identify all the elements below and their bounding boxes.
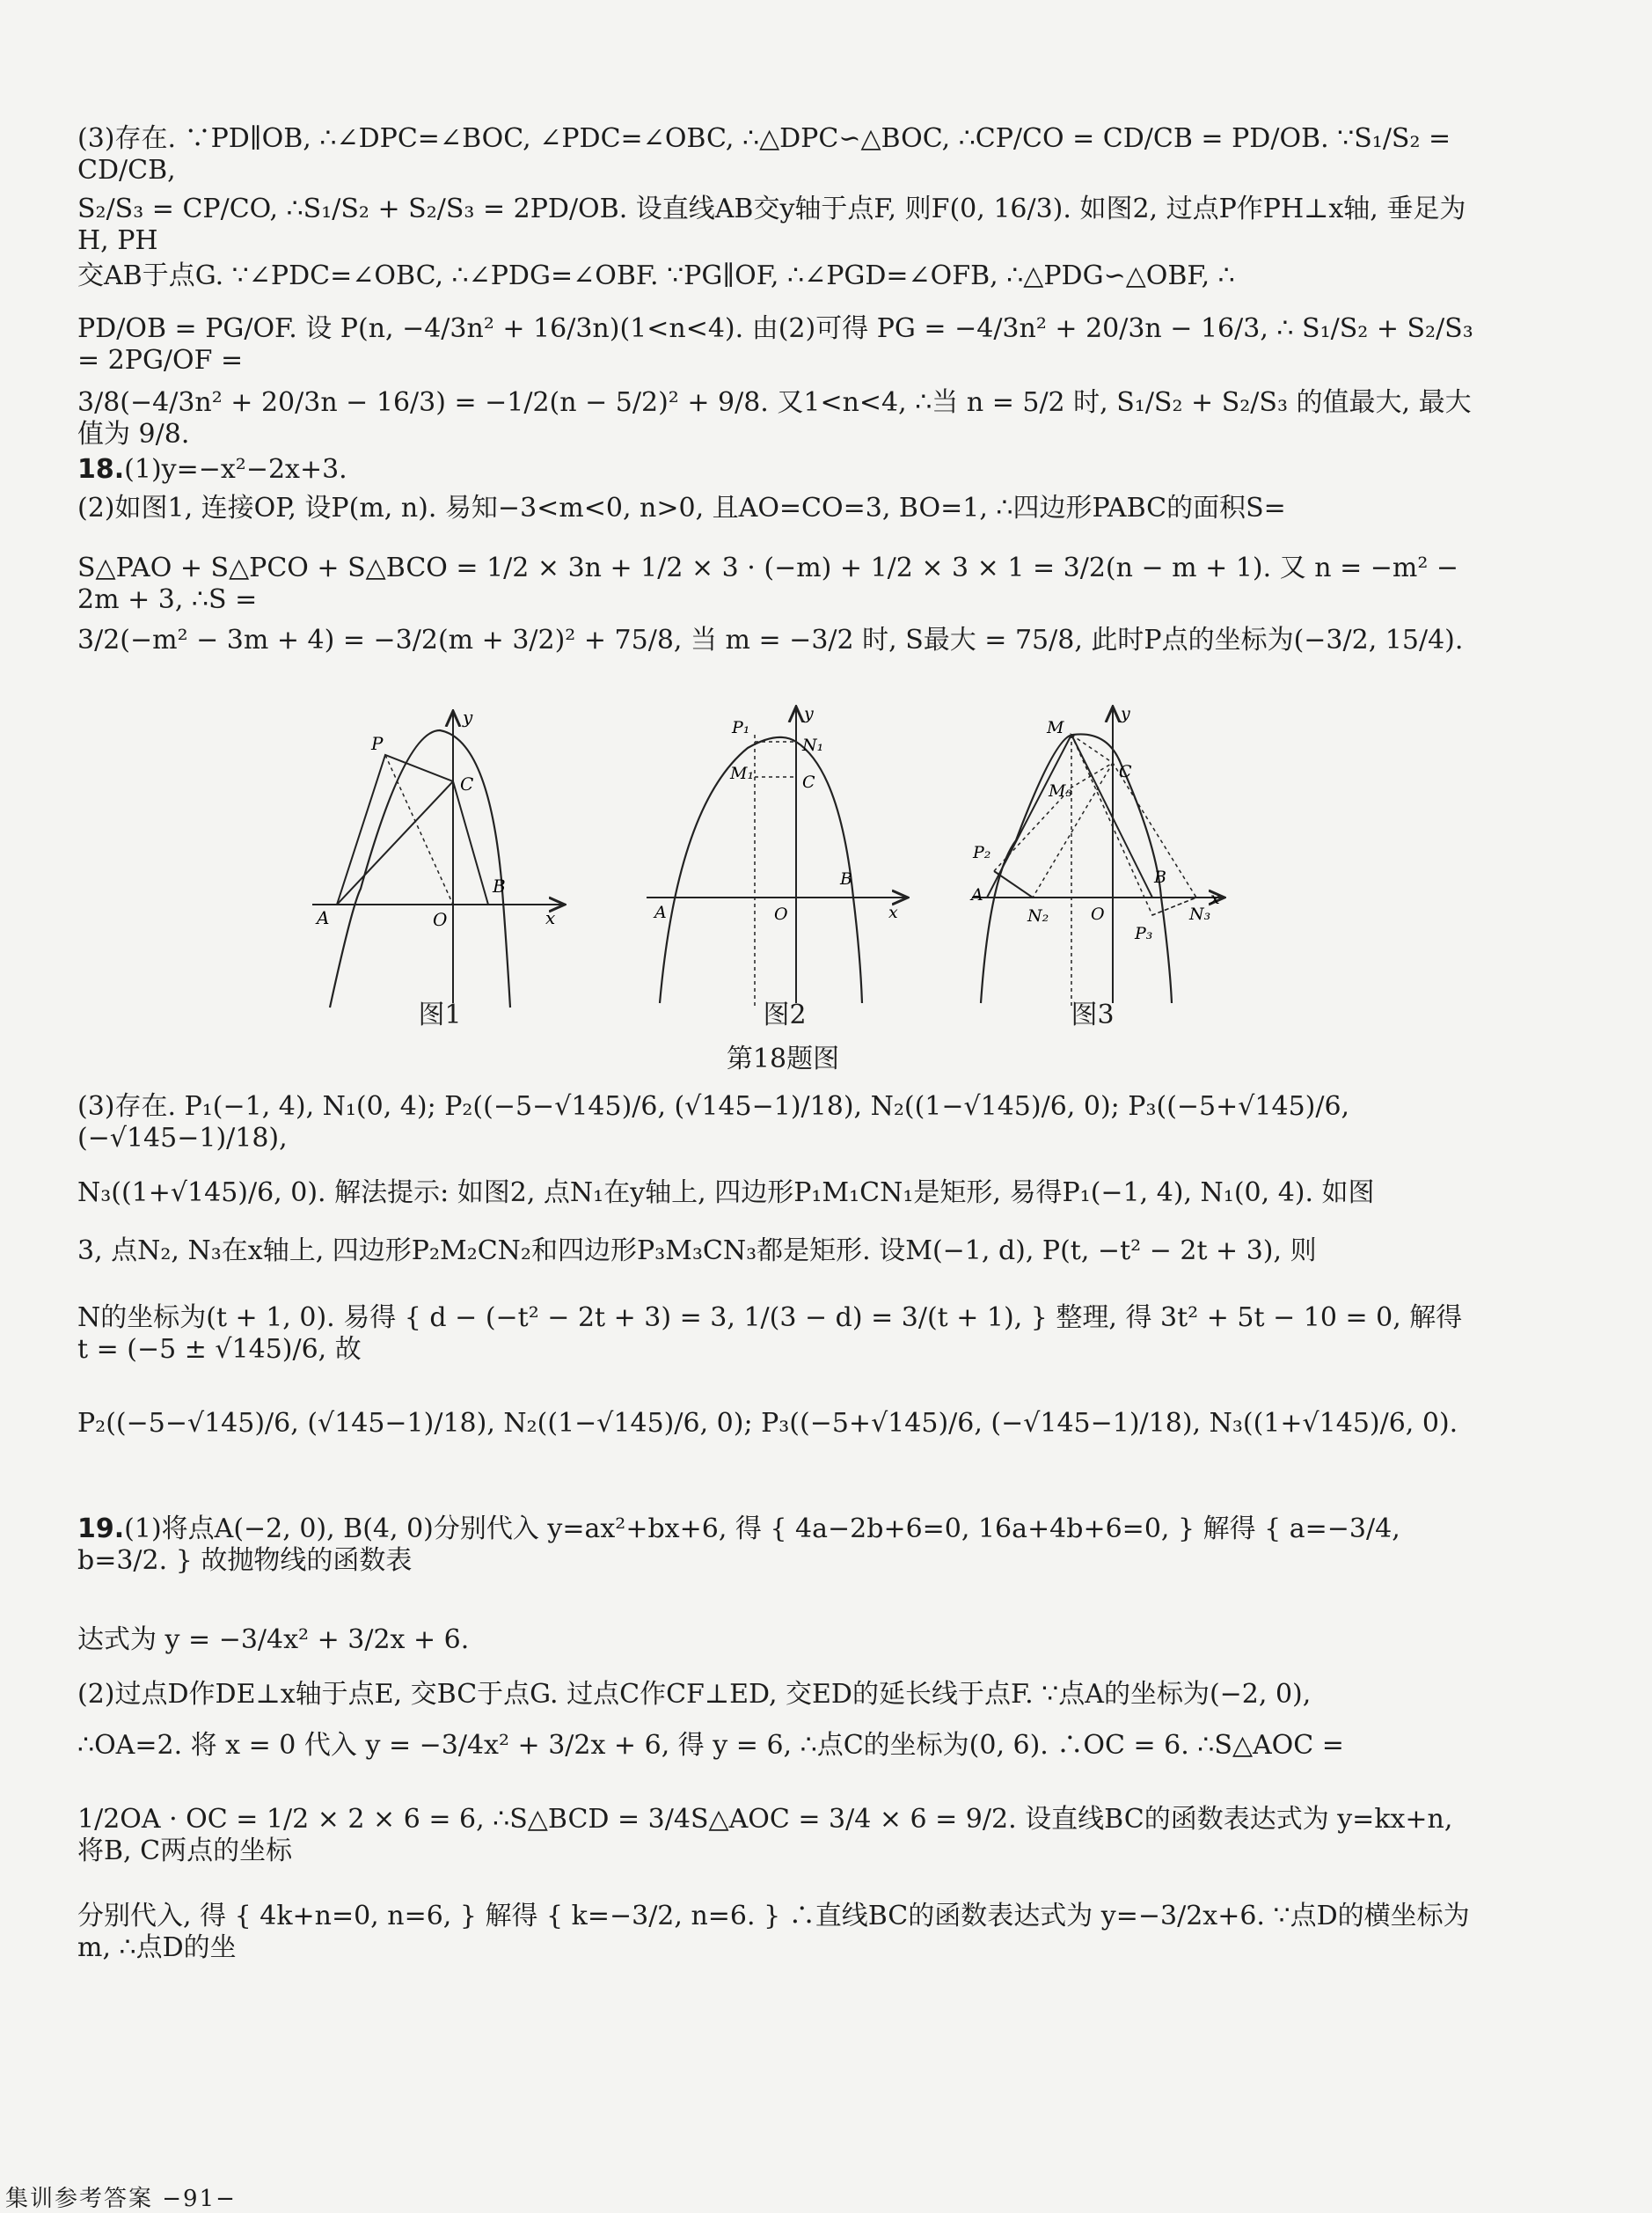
q19-part1-line-2: 达式为 y = −3/4x² + 3/2x + 6. (77, 1624, 470, 1655)
point-label-c: C (460, 773, 474, 795)
parabola (981, 734, 1172, 1003)
q18-part2-line-1: (2)如图1, 连接OP, 设P(m, n). 易知−3<m<0, n>0, 且AO=CO=3, BO=1, ∴四边形PABC的面积S= (77, 493, 1286, 524)
q17-line-3: 交AB于点G. ∵∠PDC=∠OBC, ∴∠PDG=∠OBF. ∵PG∥OF, ∴∠PGD=∠OFB, ∴△PDG∽△OBF, ∴ (77, 260, 1235, 291)
figure-group-caption: 第18题图 (726, 1044, 840, 1074)
point-label-n3: N₃ (1189, 905, 1211, 924)
rectangle-p3m3cn3 (1071, 735, 1196, 915)
q17-line-4: PD/OB = PG/OF. 设 P(n, −4/3n² + 16/3n)(1<n<4). 由(2)可得 PG = −4/3n² + 20/3n − 16/3, ∴ S₁/S₂ + S₂/S₃ = 2PG/OF = (77, 313, 1473, 376)
q19-part2-line-3: 1/2OA · OC = 1/2 × 2 × 6 = 6, ∴S△BCD = 3/4S△AOC = 3/4 × 6 = 9/2. 设直线BC的函数表达式为 y=kx+n, 将B, C两点的坐标 (77, 1804, 1453, 1866)
point-label-o: O (433, 909, 448, 930)
q18-part1-text: (1)y=−x²−2x+3. (124, 454, 347, 485)
q18-part3-line-4: N的坐标为(t + 1, 0). 易得 { d − (−t² − 2t + 3) = 3, 1/(3 − d) = 3/(t + 1), } 整理, 得 3t² + 5t − 10 = 0, 解得 t = (−5 ± √145)/6, 故 (77, 1302, 1463, 1365)
point-label-a: A (317, 907, 330, 928)
figure-1 (308, 704, 572, 1012)
q18-part3-line-1: (3)存在. P₁(−1, 4), N₁(0, 4); P₂((−5−√145)/6, (√145−1)/18), N₂((1−√145)/6, 0); P₃((−5+√145)/6, (−√145−1)/18), (77, 1091, 1350, 1154)
x-axis-label: x (545, 907, 556, 928)
q19-number: 19. (77, 1513, 125, 1544)
y-axis-label: y (1121, 704, 1130, 723)
segment-a-m (987, 735, 1071, 898)
point-label-n1: N₁ (802, 736, 824, 755)
point-label-b: B (1154, 868, 1166, 887)
parabola (330, 730, 510, 1008)
point-label-n2: N₂ (1027, 906, 1049, 926)
q18-part-1 (77, 454, 1476, 486)
q19-part2-line-2: ∴OA=2. 将 x = 0 代入 y = −3/4x² + 3/2x + 6, 得 y = 6, ∴点C的坐标为(0, 6). ∴OC = 6. ∴S△AOC = (77, 1730, 1344, 1761)
point-label-p1: P₁ (732, 718, 750, 737)
point-label-m3: M₃ (1049, 781, 1073, 801)
point-label-b: B (493, 876, 506, 897)
point-label-p3: P₃ (1135, 924, 1153, 943)
figure-2 (642, 700, 924, 1012)
q18-number: 18. (77, 454, 125, 485)
point-label-m: M (1047, 718, 1064, 737)
point-label-b: B (840, 869, 852, 889)
q19-part1-text: (1)将点A(−2, 0), B(4, 0)分别代入 y=ax²+bx+6, 得 { 4a−2b+6=0, 16a+4b+6=0, } 解得 { a=−3/4, b=3/2. } 故抛物线的函数表 (77, 1513, 1400, 1576)
q17-line-2: S₂/S₃ = CP/CO, ∴S₁/S₂ + S₂/S₃ = 2PD/OB. 设直线AB交y轴于点F, 则F(0, 16/3). 如图2, 过点P作PH⊥x轴, 垂足为H, PH (77, 194, 1466, 256)
figure-1-caption: 图1 (418, 1000, 462, 1030)
figure-3 (968, 700, 1232, 1012)
point-label-p: P (371, 733, 384, 754)
point-label-p2: P₂ (973, 843, 991, 862)
point-label-c: C (802, 773, 815, 792)
x-axis-label: x (1210, 889, 1220, 908)
parabola (660, 737, 862, 1003)
q17-line-5: 3/8(−4/3n² + 20/3n − 16/3) = −1/2(n − 5/2)² + 9/8. 又1<n<4, ∴当 n = 5/2 时, S₁/S₂ + S₂/S₃ 的值最大, 最大值为 9/8. (77, 387, 1472, 450)
y-axis-label: y (463, 707, 473, 728)
q19-part1-line-1 (77, 1513, 1476, 1577)
figure-3-caption: 图3 (1071, 1000, 1115, 1030)
q18-part3-line-3: 3, 点N₂, N₃在x轴上, 四边形P₂M₂CN₂和四边形P₃M₃CN₃都是矩形. 设M(−1, d), P(t, −t² − 2t + 3), 则 (77, 1235, 1317, 1266)
q18-part3-line-2: N₃((1+√145)/6, 0). 解法提示: 如图2, 点N₁在y轴上, 四边形P₁M₁CN₁是矩形, 易得P₁(−1, 4), N₁(0, 4). 如图 (77, 1177, 1375, 1208)
segment-p2-n2 (994, 871, 1033, 898)
q19-part2-line-4: 分别代入, 得 { 4k+n=0, n=6, } 解得 { k=−3/2, n=6. } ∴直线BC的函数表达式为 y=−3/2x+6. ∵点D的横坐标为m, ∴点D的坐 (77, 1901, 1470, 1963)
point-label-o: O (1091, 905, 1105, 924)
figure-2-caption: 图2 (763, 1000, 807, 1030)
point-label-c: C (1119, 762, 1132, 781)
q17-line-1: (3)存在. ∵PD∥OB, ∴∠DPC=∠BOC, ∠PDC=∠OBC, ∴△DPC∽△BOC, ∴CP/CO = CD/CB = PD/OB. ∵S₁/S₂ = CD/CB, (77, 123, 1451, 186)
page-footer: 集训参考答案 −91− (5, 2186, 237, 2212)
point-label-a: A (971, 885, 983, 905)
q18-part2-line-2: S△PAO + S△PCO + S△BCO = 1/2 × 3n + 1/2 × 3 · (−m) + 1/2 × 3 × 1 = 3/2(n − m + 1). 又 n = −m² − 2m + 3, ∴S = (77, 553, 1459, 615)
q18-part3-line-5: P₂((−5−√145)/6, (√145−1)/18), N₂((1−√145)/6, 0); P₃((−5+√145)/6, (−√145−1)/18), N₃((1+√145)/6, 0). (77, 1408, 1458, 1439)
point-label-o: O (774, 905, 788, 924)
point-label-a: A (654, 903, 667, 922)
point-label-m1: M₁ (730, 764, 755, 783)
y-axis-label: y (804, 704, 814, 723)
q18-part2-line-3: 3/2(−m² − 3m + 4) = −3/2(m + 3/2)² + 75/8, 当 m = −3/2 时, S最大 = 75/8, 此时P点的坐标为(−3/2, 15/4). (77, 625, 1464, 656)
q19-part2-line-1: (2)过点D作DE⊥x轴于点E, 交BC于点G. 过点C作CF⊥ED, 交ED的延长线于点F. ∵点A的坐标为(−2, 0), (77, 1679, 1312, 1710)
x-axis-label: x (888, 903, 898, 922)
segment-ac (337, 781, 453, 905)
